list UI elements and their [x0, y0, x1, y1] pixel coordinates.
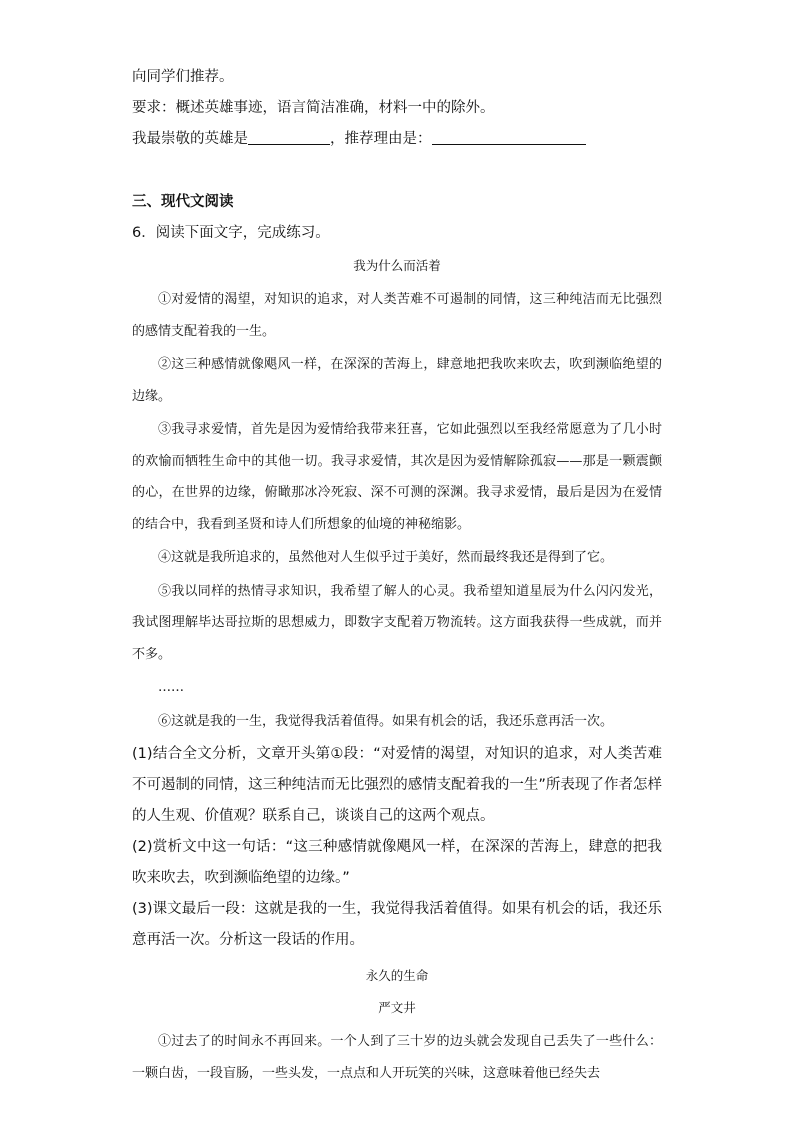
intro-fill-line [132, 124, 662, 155]
intro-line-1: 向同学们推荐。 [132, 69, 234, 85]
sub-question-1: (1)结合全文分析，文章开头第①段：“对爱情的渴望，对知识的追求，对人类苦难不可遏制的同情，这三种纯洁而无比强烈的感情支配着我的一生”所表现了作者怎样的人生观、价值观？联系自己，谈谈自己的这两个观点。 [132, 746, 662, 824]
passage1-ellipsis: …… [158, 680, 184, 695]
passage1-paragraph: ③我寻求爱情，首先是因为爱情给我带来狂喜，它如此强烈以至我经常愿意为了几小时的欢愉而牺牲生命中的其他一切。我寻求爱情，其次是因为爱情解除孤寂——那是一颗震颤的心，在世界的边缘，俯瞰那冰冷死寂、深不可测的深渊。我寻求爱情，最后是因为在爱情的结合中，我看到圣贤和诗人们所想象的仙境的神秘缩影。 [132, 422, 662, 532]
blank-reason[interactable] [432, 130, 586, 145]
passage1-paragraph: ②这三种感情就像飓风一样，在深深的苦海上，肆意地把我吹来吹去，吹到濒临绝望的边缘。 [132, 357, 662, 404]
question-stem: 6．阅读下面文字，完成练习。 [132, 225, 330, 241]
passage2-author: 严文井 [378, 1000, 416, 1015]
section-heading: 三、现代文阅读 [132, 194, 234, 210]
blank-hero[interactable] [248, 130, 330, 145]
document-body [132, 62, 662, 1091]
passage1-paragraph: ①对爱情的渴望，对知识的追求，对人类苦难不可遏制的同情，这三种纯洁而无比强烈的感情支配着我的一生。 [132, 292, 662, 339]
passage2-paragraph: ①过去了的时间永不再回来。一个人到了三十岁的边头就会发现自己丢失了一些什么：一颗白齿，一段盲肠，一些头发，一点点和人开玩笑的兴味，这意味着他已经失去 [132, 1034, 662, 1081]
intro-requirement: 要求：概述英雄事迹，语言简洁准确，材料一中的除外。 [132, 100, 495, 116]
sub-question-2: (2)赏析文中这一句话：“这三种感情就像飓风一样，在深深的苦海上，肆意的把我吹来吹去，吹到濒临绝望的边缘。” [132, 839, 662, 886]
fill-label-reason: ，推荐理由是： [330, 131, 432, 147]
passage2-title: 永久的生命 [365, 968, 429, 983]
sub-question-3: (3)课文最后一段：这就是我的一生，我觉得我活着值得。如果有机会的话，我还乐意再活一次。分析这一段话的作用。 [132, 901, 662, 948]
passage1-title: 我为什么而活着 [353, 258, 441, 273]
passage1-paragraph: ⑤我以同样的热情寻求知识，我希望了解人的心灵。我希望知道星辰为什么闪闪发光，我试图理解毕达哥拉斯的思想威力，即数字支配着万物流转。这方面我获得一些成就，而并不多。 [132, 583, 662, 662]
passage1-paragraph: ④这就是我所追求的，虽然他对人生似乎过于美好，然而最终我还是得到了它。 [158, 550, 614, 565]
passage1-paragraph: ⑥这就是我的一生，我觉得我活着值得。如果有机会的话，我还乐意再活一次。 [158, 713, 614, 729]
fill-label-hero: 我最崇敬的英雄是 [132, 131, 248, 147]
